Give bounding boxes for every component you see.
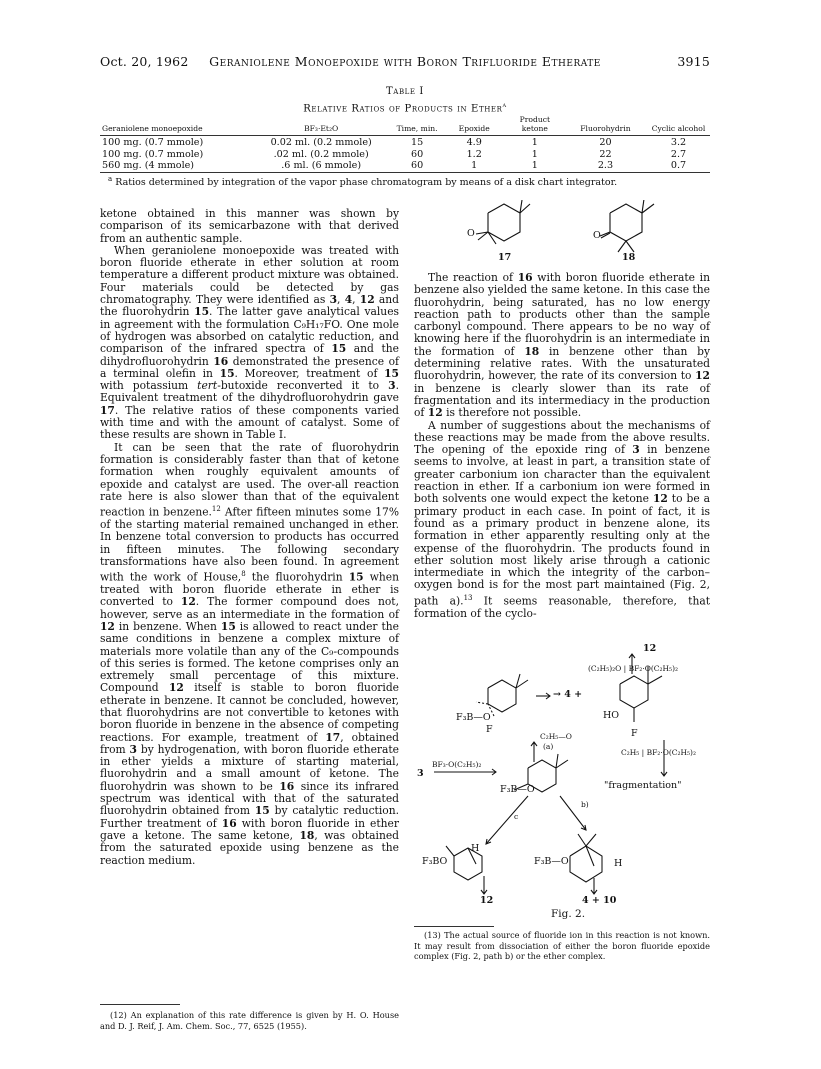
text-run: in benzene is clearly slower than its rate of fragmentation and its intermediacy in the production of xyxy=(414,381,710,420)
table-header-row xyxy=(100,116,710,135)
table-cell: 2.3 xyxy=(564,160,647,172)
text-run: by catalytic reduction. Further treatment of xyxy=(100,804,399,830)
footnote-12 xyxy=(100,1010,399,1031)
table-title xyxy=(100,101,710,114)
ring-bottom-right xyxy=(570,846,602,882)
table-footnote xyxy=(100,175,710,188)
fig2-h-right: H xyxy=(614,858,623,869)
text-run: tert xyxy=(197,379,218,393)
table-cell: 1 xyxy=(506,160,564,172)
compound-ref: 12 xyxy=(359,293,375,307)
text-run: is therefore not possible. xyxy=(442,406,582,420)
compound-ref: 16 xyxy=(279,779,295,793)
compound-label-17: 17 xyxy=(498,252,512,263)
compound-ref: 15 xyxy=(384,366,399,380)
fig2-path-b: b) xyxy=(581,800,589,809)
text-run: when treated with boron fluoride etherate in ether is converted to xyxy=(100,570,399,609)
text-run: and the fluorohydrin xyxy=(100,293,400,319)
table-cell: 1.2 xyxy=(466,148,482,160)
left-column xyxy=(100,208,399,867)
table-title-text: Relative Ratios of Products in Ether xyxy=(303,103,503,115)
table-cell: 1 xyxy=(443,160,506,172)
col-header-time: Time, min. xyxy=(392,116,443,135)
compound-ref: 12 xyxy=(100,619,115,633)
col-header-ketone: Product ketone xyxy=(506,116,564,135)
table-cell: 20 xyxy=(599,137,612,149)
fig2-fragmentation: "fragmentation" xyxy=(604,780,682,791)
fig2-label-12-top: 12 xyxy=(643,643,657,654)
text-run: . Moreover, treatment of xyxy=(234,366,385,380)
text-run: . Equivalent treatment of the dihydrofluorohydrin gave xyxy=(100,379,399,405)
compound-ref: 15 xyxy=(194,305,210,319)
fig2-reagent-top: (C₂H₅)₂O | BF₂·O(C₂H₅)₂ xyxy=(588,664,678,673)
col-header-epoxide-amount: Geraniolene monoepoxide xyxy=(100,116,251,135)
fig2-f3b-center: F₃B—O xyxy=(500,784,535,795)
table-cell: 100 mg. (0.7 mmole) xyxy=(102,137,204,149)
table-cell: 1 xyxy=(531,148,538,160)
paragraph: ketone obtained in this manner was shown by comparison of its semicarbazone with that derived from an authentic sample. xyxy=(100,207,399,245)
text-run: with potassium xyxy=(100,379,198,393)
text-run: in benzene seems to involve, at least in part, a transition state of greater carbonium ion character than the equivalent reaction in ether. If a carbonium ion were formed in both solvents one would expect the ketone xyxy=(414,443,710,506)
compound-ref: 16 xyxy=(213,354,229,368)
oxygen-label-18: O xyxy=(593,230,601,241)
table-label: Table I xyxy=(386,86,424,97)
compound-ref: 17 xyxy=(325,730,341,744)
text-run: the fluorohydrin xyxy=(245,570,349,584)
text-run: It seems reasonable, therefore, that formation of the cyclo- xyxy=(414,594,710,620)
reference-mark: 8 xyxy=(241,570,246,579)
structure-18 xyxy=(600,200,654,252)
text-run: to be a primary product in each case. In point of fact, it is found as a primary product in benzene alone, its formation in ether apparently resulting only at the expense of the fluorohydrin. The products found in ether solution most likely arise through a cationic intermediate in which the integrity of the carbon–oxygen bond is for the most part maintained (Fig. 2, path a). xyxy=(414,492,710,608)
issue-date: Oct. 20, 1962 xyxy=(100,54,189,69)
text-run: When geraniolene monoepoxide was treated with boron fluoride etherate in ether solution at room temperature a different product mixture was obtained. Four materials could be detected by gas chromatography. They were identified as xyxy=(100,243,399,307)
fig2-c2h5-o: C₂H₅—O xyxy=(540,732,572,741)
table-row xyxy=(100,149,710,161)
table-cell: 60 xyxy=(410,148,424,160)
compound-ref: 12 xyxy=(652,492,668,506)
ring-fluorohydrin xyxy=(620,676,648,708)
text-run: since its infrared spectrum was identical with that of the saturated fluorohydrin obtained from xyxy=(100,779,399,818)
col-header-cyclic-alcohol: Cyclic alcohol xyxy=(647,116,710,135)
structures-17-18 xyxy=(440,200,700,268)
text-run: After fifteen minutes some 17% of the starting material remained unchanged in ether. In benzene total conversion to products has occurred in fifteen minutes. The following secondary transformations have also been found. In agreement with the work of House, xyxy=(100,505,399,584)
compound-ref: 17 xyxy=(100,403,115,417)
compound-ref: 3 xyxy=(388,379,396,393)
running-head xyxy=(100,54,710,72)
fig2-f3b-bottom-right: F₃B—O xyxy=(534,856,569,867)
compound-ref: 15 xyxy=(254,804,270,818)
text-run: in benzene. When xyxy=(114,619,221,633)
page-number: 3915 xyxy=(677,54,710,69)
col-header-fluorohydrin: Fluorohydrin xyxy=(564,116,647,135)
ratio-table xyxy=(100,116,710,173)
compound-ref: 3 xyxy=(129,742,137,756)
text-run: . The relative ratios of these components varied with time and with the amount of catalyst. Some of these results are shown in Table I. xyxy=(100,403,399,442)
table-cell: 100 mg. (0.7 mmole) xyxy=(102,148,204,160)
table-title-note-mark: a xyxy=(502,101,507,109)
fig2-reagent-3: BF₃·O(C₂H₅)₂ xyxy=(432,760,482,769)
text-run: The reaction of xyxy=(428,271,518,284)
paragraph xyxy=(414,420,710,620)
fig2-path-c: c xyxy=(514,812,519,821)
running-title: Geraniolene Monoepoxide with Boron Trifluoride Etherate xyxy=(209,54,601,69)
text-run: , was obtained from the saturated epoxide using benzene as the reaction medium. xyxy=(100,828,399,867)
table-cell: .02 ml. (0.2 mmole) xyxy=(273,148,369,160)
footnote-text: The actual source of fluoride ion in this reaction is not known. It may result from dissociation of either the boron fluoride epoxide complex (Fig. 2, path b) or the ether complex. xyxy=(414,930,710,961)
paragraph xyxy=(100,442,399,867)
text-run: , obtained from xyxy=(100,730,399,756)
footnote-rule xyxy=(100,1004,180,1005)
text-run: , xyxy=(337,293,345,307)
compound-ref: 15 xyxy=(220,619,236,633)
right-column xyxy=(414,272,710,620)
compound-ref: 3 xyxy=(329,293,338,307)
compound-ref: 12 xyxy=(168,681,184,695)
footnote-text: An explanation of this rate difference is given by H. O. House and D. J. Reif, J. Am. Chem. Soc., 77, 6525 (1955). xyxy=(100,1010,399,1031)
table-cell: 3.2 xyxy=(670,137,687,149)
compound-ref: 16 xyxy=(517,271,533,284)
paragraph xyxy=(100,245,399,442)
compound-ref: 18 xyxy=(299,828,315,842)
fig2-arrow-to-4: → 4 + xyxy=(553,689,583,700)
fig2-ho: HO xyxy=(603,710,620,721)
footnote-13 xyxy=(414,930,710,962)
compound-ref: 12 xyxy=(427,406,443,420)
text-run: It can be seen that the rate of fluorohydrin formation is considerably faster than that of ketone formation when roughly equivalent amounts of epoxide and catalyst are used. The over-all reaction rate here is also slower than that of the equivalent reaction in benzene. xyxy=(100,440,399,519)
fig2-f3bo-bottom-left: F₃BO xyxy=(422,856,448,867)
col-header-epoxide: Epoxide xyxy=(443,116,506,135)
footnote-number: (13) xyxy=(424,930,441,940)
table-cell: 60 xyxy=(392,160,443,172)
text-run: demonstrated the presence of a terminal olefin in xyxy=(100,354,399,380)
table-cell: .6 ml. (6 mmole) xyxy=(251,160,392,172)
fig2-h-label: H xyxy=(471,843,480,854)
footnote-number: (12) xyxy=(110,1010,127,1020)
compound-ref: 16 xyxy=(221,816,237,830)
table-cell: 0.02 ml. (0.2 mmole) xyxy=(270,137,372,149)
compound-ref: 4 xyxy=(344,293,353,307)
table-row xyxy=(100,160,710,172)
table-cell: 2.7 xyxy=(670,148,687,160)
compound-ref: 18 xyxy=(524,344,540,358)
footnote-rule xyxy=(414,926,494,927)
compound-label-18: 18 xyxy=(622,252,636,263)
oxygen-label-17: O xyxy=(467,228,475,239)
table-row xyxy=(100,136,710,149)
col-header-catalyst: BF₃·Et₂O xyxy=(251,116,392,135)
compound-ref: 15 xyxy=(219,366,235,380)
figure-2-caption: Fig. 2. xyxy=(551,908,586,920)
table-cell: 560 mg. (4 mmole) xyxy=(100,160,251,172)
compound-ref: 12 xyxy=(695,369,710,383)
table-1 xyxy=(100,86,710,188)
ring-complex xyxy=(488,680,516,712)
compound-ref: 12 xyxy=(180,595,196,609)
text-run: and the dihydrofluorohydrin xyxy=(100,342,399,368)
fig2-c2h5-bf: C₂H₅ | BF₂·O(C₂H₅)₂ xyxy=(621,748,696,757)
fig2-path-a: (a) xyxy=(543,742,554,751)
fig2-product-12: 12 xyxy=(480,895,494,906)
fig2-f-right: F xyxy=(631,728,638,739)
fig2-f-minus: F xyxy=(486,724,493,735)
text-run: . The former compound does not, however, serve as an intermediate in the formation of xyxy=(100,595,399,621)
table-cell: 0.7 xyxy=(647,160,710,172)
fig2-f3bo-left: F₃B—O xyxy=(456,712,491,723)
reference-mark: 13 xyxy=(463,593,473,602)
text-run: -butoxide reconverted it to xyxy=(217,379,389,393)
text-run: by hydrogenation, with boron fluoride etherate in ether yields a mixture of starting material, fluorohydrin and a small amount of ketone. The fluorohydrin was shown to be xyxy=(100,742,399,793)
table-cell: 1 xyxy=(531,137,538,149)
text-run: in benzene other than by determining relative rates. With the unsaturated fluorohydrin, however, the rate of its conversion to xyxy=(414,344,711,383)
text-run: itself is stable to boron fluoride etherate in benzene. It cannot be concluded, however, that fluorohydrins are not convertible to ketones with boron fluoride in benzene in the absence of competing reactions. For example, treatment of xyxy=(100,681,400,744)
text-run: is allowed to react under the same conditions in benzene a complex mixture of materials more volatile than any of the C₉-compounds of this series is formed. The ketone comprises only an extremely small percentage of this mixture. Compound xyxy=(100,619,400,695)
fig2-product-4-10: 4 + 10 xyxy=(582,895,617,906)
compound-ref: 15 xyxy=(331,342,347,356)
table-cell: 4.9 xyxy=(466,137,482,149)
text-run: , xyxy=(352,293,360,307)
text-run: with boron fluoride etherate in benzene also yielded the same ketone. In this case the fluorohydrin, being saturated, has no low energy reaction path to products other than the sample carbonyl compound. There appears to be no way of knowing here if the fluorohydrin is an intermediate in the formation of xyxy=(414,271,710,358)
table-footnote-text: Ratios determined by integration of the vapor phase chromatogram by means of a disk chart integrator. xyxy=(115,177,618,189)
paragraph xyxy=(414,272,710,420)
fig2-start-3: 3 xyxy=(417,768,424,779)
structure-17 xyxy=(476,200,530,244)
text-run: with boron fluoride in ether gave a ketone. The same ketone, xyxy=(100,816,399,842)
reference-mark: 12 xyxy=(211,505,221,514)
compound-ref: 15 xyxy=(348,570,364,584)
compound-ref: 3 xyxy=(632,443,640,457)
text-run: . The latter gave analytical values in agreement with the formulation C₉H₁₇FO. One mole of hydrogen was absorbed on catalytic reduction, and comparison of the infrared spectra of xyxy=(100,305,399,356)
table-footnote-mark: a xyxy=(108,175,113,184)
table-cell: 22 xyxy=(599,148,612,160)
table-cell: 15 xyxy=(410,137,424,149)
text-run: A number of suggestions about the mechanisms of these reactions may be made from the above results. The opening of the epoxide ring of xyxy=(414,418,710,457)
